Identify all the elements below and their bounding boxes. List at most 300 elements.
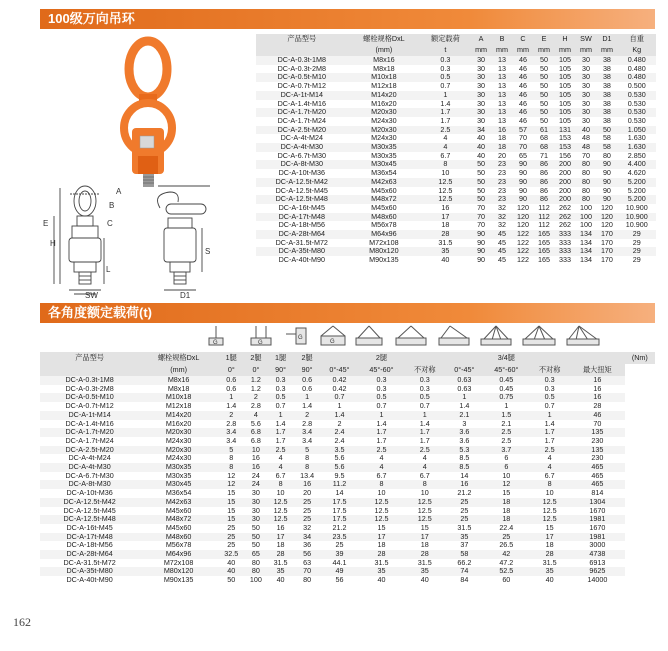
table-cell: 9625 bbox=[589, 566, 606, 576]
table-cell: 50 bbox=[251, 531, 260, 541]
spec-unit-cell: (mm) bbox=[375, 45, 393, 55]
table-cell: 15 bbox=[227, 488, 236, 498]
table-cell: 200 bbox=[558, 168, 571, 178]
table-cell: 70 bbox=[519, 142, 527, 152]
table-cell: 38 bbox=[602, 63, 611, 73]
table-cell: 12 bbox=[227, 479, 236, 489]
table-cell: DC-A-6.7t-M30 bbox=[65, 470, 114, 480]
table-cell: 48 bbox=[581, 142, 590, 152]
table-cell: 2 bbox=[229, 409, 234, 419]
load-header-cell bbox=[320, 352, 358, 364]
table-cell: 46 bbox=[519, 115, 527, 125]
table-cell: 2.850 bbox=[627, 150, 646, 160]
table-cell: 3.4 bbox=[226, 427, 237, 437]
table-cell: 0.530 bbox=[627, 98, 646, 108]
table-cell: 90 bbox=[477, 255, 486, 265]
table-cell: 65 bbox=[251, 549, 260, 559]
table-cell: 18 bbox=[498, 133, 507, 143]
table-cell: 5.6 bbox=[250, 418, 261, 428]
table-cell: 29 bbox=[632, 246, 641, 256]
table-cell: 61 bbox=[539, 124, 548, 134]
table-cell: 2.1 bbox=[501, 418, 512, 428]
table-cell: DC-A-0.3t-1M8 bbox=[277, 55, 326, 64]
table-cell: 12.5 bbox=[273, 496, 288, 506]
table-cell: 105 bbox=[558, 115, 571, 125]
table-cell: 50 bbox=[477, 194, 486, 204]
spec-header-cell: D1 bbox=[602, 34, 612, 44]
table-row bbox=[40, 515, 655, 524]
table-cell: 40 bbox=[420, 575, 429, 585]
table-cell: 90 bbox=[602, 185, 611, 195]
table-cell: M36x54 bbox=[371, 168, 397, 178]
table-cell: 134 bbox=[579, 246, 592, 256]
table-cell: 35 bbox=[276, 566, 285, 576]
table-cell: 1981 bbox=[589, 531, 606, 541]
table-cell: 0.3 bbox=[376, 383, 387, 393]
table-cell: 16 bbox=[498, 124, 507, 134]
load-header-cell: 1腿 bbox=[225, 352, 237, 362]
spec-header-cell: SW bbox=[580, 34, 592, 44]
table-cell: 25 bbox=[460, 496, 469, 506]
table-cell: 1.7 bbox=[440, 115, 451, 125]
table-cell: 0.3 bbox=[419, 375, 430, 384]
table-cell: 4 bbox=[443, 133, 448, 143]
table-cell: 45 bbox=[498, 229, 507, 239]
table-cell: 5.6 bbox=[334, 453, 345, 463]
table-cell: 1 bbox=[443, 89, 448, 99]
table-cell: 35 bbox=[441, 246, 450, 256]
table-cell: 135 bbox=[591, 444, 604, 454]
table-row bbox=[40, 428, 655, 437]
table-cell: 153 bbox=[558, 133, 571, 143]
table-cell: 50 bbox=[251, 522, 260, 532]
table-cell: DC-A-2.5t-M20 bbox=[277, 124, 326, 134]
table-cell: 4.400 bbox=[627, 159, 646, 169]
table-cell: 46 bbox=[519, 63, 527, 73]
table-cell: 30 bbox=[581, 107, 590, 117]
table-cell: 38 bbox=[602, 107, 611, 117]
table-cell: 0.530 bbox=[627, 89, 646, 99]
table-cell: 5.3 bbox=[459, 444, 470, 454]
table-cell: 0.3 bbox=[440, 55, 451, 64]
sling-1leg-0deg-icon bbox=[206, 324, 226, 348]
table-cell: 48 bbox=[581, 133, 590, 143]
table-cell: M56x78 bbox=[165, 540, 192, 550]
table-cell: M30x35 bbox=[165, 462, 192, 472]
table-cell: 0.6 bbox=[226, 375, 237, 384]
spec-unit-cell: mm bbox=[600, 45, 613, 55]
table-cell: 1670 bbox=[589, 522, 606, 532]
table-cell: 50 bbox=[539, 107, 548, 117]
table-cell: M56x78 bbox=[371, 220, 397, 230]
table-cell: 1 bbox=[379, 409, 384, 419]
table-cell: M30x45 bbox=[165, 479, 192, 489]
table-cell: 3000 bbox=[589, 540, 606, 550]
table-cell: 2.5 bbox=[275, 444, 286, 454]
table-cell: 5 bbox=[229, 444, 234, 454]
table-cell: 120 bbox=[600, 202, 613, 212]
table-cell: 0.5 bbox=[275, 392, 286, 402]
table-cell: DC-A-1.4t-M16 bbox=[277, 98, 326, 108]
spec-header-cell: B bbox=[499, 34, 505, 44]
table-cell: 0.7 bbox=[334, 392, 345, 402]
table-cell: 1.7 bbox=[275, 435, 286, 445]
table-cell: 6 bbox=[504, 462, 509, 472]
sling-2leg-45deg-icon bbox=[354, 324, 384, 348]
table-cell: 80 bbox=[581, 168, 590, 178]
table-cell: 122 bbox=[517, 246, 529, 256]
table-cell: 4 bbox=[422, 462, 427, 472]
table-cell: 1 bbox=[337, 401, 342, 411]
table-cell: 2 bbox=[337, 418, 342, 428]
table-cell: 80 bbox=[251, 557, 260, 567]
table-cell: 135 bbox=[591, 427, 604, 437]
table-cell: 1.5 bbox=[501, 409, 512, 419]
table-cell: 30 bbox=[477, 63, 486, 73]
table-cell: DC-A-1.7t-M24 bbox=[65, 435, 114, 445]
table-cell: DC-A-35t-M80 bbox=[66, 566, 113, 576]
svg-text:G: G bbox=[258, 340, 263, 346]
table-cell: 1.630 bbox=[627, 133, 646, 143]
table-cell: 90 bbox=[477, 246, 486, 256]
table-cell: 38 bbox=[602, 115, 611, 125]
table-cell: 50 bbox=[477, 176, 486, 186]
dim-label-e: E bbox=[43, 219, 49, 228]
table-cell: 12.5 bbox=[438, 185, 453, 195]
table-cell: 40 bbox=[276, 575, 285, 585]
table-cell: 12.5 bbox=[542, 496, 557, 506]
table-cell: 15 bbox=[420, 522, 429, 532]
table-cell: 18 bbox=[377, 540, 386, 550]
table-cell: 25 bbox=[303, 505, 312, 515]
spec-unit-cell: mm bbox=[538, 45, 550, 55]
table-cell: 230 bbox=[591, 453, 604, 463]
table-cell: 12.5 bbox=[542, 505, 557, 515]
table-cell: 4738 bbox=[589, 549, 606, 559]
table-cell: 20 bbox=[303, 488, 312, 498]
table-cell: 16 bbox=[593, 383, 602, 393]
table-cell: 1 bbox=[229, 392, 234, 402]
table-cell: M8x16 bbox=[167, 375, 190, 384]
table-cell: 17.5 bbox=[332, 505, 347, 515]
table-cell: 333 bbox=[558, 237, 571, 247]
table-row bbox=[40, 498, 655, 507]
table-cell: M24x30 bbox=[165, 453, 192, 463]
spec-header-row bbox=[256, 34, 656, 45]
table-cell: 25 bbox=[460, 505, 469, 515]
table-cell: 0.6 bbox=[302, 383, 313, 393]
technical-drawing-side bbox=[158, 186, 210, 290]
table-cell: 17 bbox=[420, 531, 429, 541]
dim-label-a: A bbox=[116, 187, 122, 196]
table-cell: 0.7 bbox=[419, 401, 430, 411]
table-cell: 50 bbox=[227, 575, 236, 585]
table-cell: 25 bbox=[227, 531, 236, 541]
table-cell: DC-A-17t-M48 bbox=[66, 531, 113, 541]
table-cell: 58 bbox=[602, 142, 611, 152]
sling-2leg-90deg-icon bbox=[318, 324, 348, 348]
spec-header-cell: E bbox=[541, 34, 547, 44]
table-cell: 8 bbox=[379, 479, 384, 489]
table-cell: 3 bbox=[462, 418, 467, 428]
table-cell: 38 bbox=[602, 89, 611, 99]
spec-header-cell: 额定载荷 bbox=[431, 34, 460, 44]
table-cell: 30 bbox=[251, 488, 260, 498]
table-cell: 50 bbox=[539, 115, 548, 125]
table-cell: DC-A-1t-M14 bbox=[280, 89, 323, 99]
spec-header-cell: C bbox=[520, 34, 526, 44]
table-cell: 134 bbox=[579, 229, 592, 239]
load-header-cell: 2腿 bbox=[250, 352, 262, 362]
dim-label-l: L bbox=[106, 265, 111, 274]
table-cell: 12.5 bbox=[417, 496, 432, 506]
table-cell: 25 bbox=[335, 540, 344, 550]
table-cell: 25 bbox=[303, 514, 312, 524]
table-cell: 0.3 bbox=[440, 63, 451, 73]
table-cell: DC-A-4t-M24 bbox=[280, 133, 323, 143]
table-cell: 50 bbox=[539, 72, 548, 82]
table-cell: 4.620 bbox=[627, 168, 646, 178]
svg-text:G: G bbox=[330, 339, 335, 345]
table-cell: DC-A-12.5t-M45 bbox=[63, 505, 116, 515]
spec-unit-cell: mm bbox=[496, 45, 509, 55]
table-cell: DC-A-2.5t-M20 bbox=[65, 444, 114, 454]
table-cell: M16x20 bbox=[165, 418, 192, 428]
table-cell: 30 bbox=[581, 89, 590, 99]
table-cell: 37 bbox=[460, 540, 469, 550]
table-cell: 50 bbox=[539, 81, 548, 91]
table-cell: 2.1 bbox=[459, 409, 470, 419]
table-cell: 1 bbox=[504, 401, 509, 411]
table-row bbox=[40, 567, 655, 576]
table-cell: DC-A-10t-M36 bbox=[278, 168, 325, 178]
table-cell: 30 bbox=[581, 115, 590, 125]
table-cell: M64x96 bbox=[165, 549, 192, 559]
table-cell: 58 bbox=[602, 133, 611, 143]
table-cell: 105 bbox=[558, 81, 571, 91]
table-cell: 86 bbox=[539, 185, 548, 195]
table-cell: 1.4 bbox=[334, 409, 345, 419]
table-cell: 39 bbox=[335, 549, 344, 559]
table-cell: 10 bbox=[377, 488, 386, 498]
table-cell: DC-A-18t-M56 bbox=[66, 540, 113, 550]
product-illustration bbox=[40, 36, 255, 298]
table-cell: 45 bbox=[498, 237, 507, 247]
table-cell: M36x54 bbox=[165, 488, 192, 498]
table-cell: 13 bbox=[498, 89, 507, 99]
table-cell: 25 bbox=[502, 531, 511, 541]
table-cell: 105 bbox=[558, 72, 571, 82]
table-cell: 18 bbox=[498, 142, 507, 152]
table-cell: 134 bbox=[579, 237, 592, 247]
table-cell: 12.5 bbox=[417, 514, 432, 524]
table-cell: 46 bbox=[519, 55, 527, 64]
svg-text:G: G bbox=[298, 335, 303, 341]
table-cell: 90 bbox=[602, 168, 611, 178]
table-cell: 3.7 bbox=[501, 444, 512, 454]
table-cell: 90 bbox=[602, 159, 611, 169]
table-cell: M80x120 bbox=[163, 566, 194, 576]
table-cell: 1.7 bbox=[419, 427, 430, 437]
table-cell: 86 bbox=[539, 168, 548, 178]
table-cell: 6.8 bbox=[250, 427, 261, 437]
dim-label-b: B bbox=[109, 201, 115, 210]
table-cell: 0.6 bbox=[226, 383, 237, 393]
table-cell: 25 bbox=[227, 522, 236, 532]
table-cell: 70 bbox=[477, 211, 486, 221]
table-cell: 16 bbox=[251, 453, 260, 463]
table-cell: DC-A-8t-M30 bbox=[280, 159, 323, 169]
table-cell: 8 bbox=[547, 479, 552, 489]
table-cell: 70 bbox=[303, 566, 312, 576]
table-cell: 100 bbox=[579, 202, 592, 212]
table-cell: M16x20 bbox=[371, 98, 397, 108]
table-cell: 10 bbox=[441, 168, 450, 178]
table-cell: 16 bbox=[251, 462, 260, 472]
table-cell: 15 bbox=[377, 522, 386, 532]
table-cell: 18 bbox=[502, 505, 511, 515]
table-cell: 17.5 bbox=[332, 496, 347, 506]
table-cell: 0.42 bbox=[332, 383, 347, 393]
table-cell: M45x60 bbox=[165, 505, 192, 515]
load-header-cell bbox=[570, 352, 625, 364]
table-cell: 20 bbox=[498, 150, 507, 160]
load-subheader-cell: 不对称 bbox=[414, 364, 436, 374]
table-cell: 1.4 bbox=[440, 98, 451, 108]
table-row bbox=[256, 256, 656, 265]
table-cell: 2.5 bbox=[440, 124, 451, 134]
table-cell: 40 bbox=[441, 255, 450, 265]
table-cell: 4 bbox=[379, 462, 384, 472]
table-cell: 170 bbox=[600, 255, 613, 265]
table-cell: M64x96 bbox=[371, 229, 397, 239]
table-cell: 31.5 bbox=[273, 557, 288, 567]
table-cell: 68 bbox=[539, 142, 548, 152]
swivel-eyebolt-image bbox=[40, 36, 255, 298]
table-cell: 120 bbox=[517, 220, 529, 230]
table-cell: 50 bbox=[539, 98, 548, 108]
table-cell: 30 bbox=[477, 72, 486, 82]
table-cell: 86 bbox=[539, 176, 548, 186]
table-cell: M30x35 bbox=[371, 142, 397, 152]
table-cell: 12.5 bbox=[438, 194, 453, 204]
table-cell: DC-A-0.5t-M10 bbox=[65, 392, 114, 402]
table-cell: 1 bbox=[422, 409, 427, 419]
load-subheader-cell: (mm) bbox=[170, 364, 187, 374]
table-cell: 1.7 bbox=[544, 435, 555, 445]
table-cell: 262 bbox=[558, 202, 571, 212]
table-cell: DC-A-0.3t-1M8 bbox=[65, 375, 114, 384]
table-cell: 0.7 bbox=[275, 401, 286, 411]
table-cell: 17 bbox=[545, 531, 554, 541]
table-cell: 18 bbox=[502, 514, 511, 524]
table-cell: M14x20 bbox=[371, 89, 397, 99]
table-cell: 1.7 bbox=[376, 427, 387, 437]
section-title-swivel-eyebolt bbox=[40, 9, 655, 29]
table-row bbox=[40, 507, 655, 516]
table-row bbox=[40, 480, 655, 489]
table-cell: 50 bbox=[251, 540, 260, 550]
table-cell: 17.5 bbox=[332, 514, 347, 524]
table-cell: 1.2 bbox=[250, 383, 261, 393]
table-cell: 23 bbox=[498, 168, 507, 178]
load-header-cell: 2腿 bbox=[301, 352, 313, 362]
table-cell: 46 bbox=[519, 89, 527, 99]
table-cell: 36 bbox=[303, 540, 312, 550]
table-cell: 1.4 bbox=[275, 418, 286, 428]
table-cell: 15 bbox=[227, 514, 236, 524]
table-cell: 100 bbox=[579, 220, 592, 230]
load-subheader-cell: 0°-45° bbox=[329, 364, 350, 374]
table-cell: M24x30 bbox=[371, 115, 397, 125]
table-cell: DC-A-10t-M36 bbox=[66, 488, 113, 498]
table-cell: 18 bbox=[441, 220, 450, 230]
table-cell: 22.4 bbox=[499, 522, 514, 532]
table-cell: 1.2 bbox=[250, 375, 261, 384]
load-subheader-cell: 最大扭矩 bbox=[582, 364, 612, 374]
table-cell: 46 bbox=[593, 409, 602, 419]
table-cell: DC-A-40t-M90 bbox=[278, 255, 325, 265]
table-cell: 0.3 bbox=[275, 383, 286, 393]
table-cell: 8 bbox=[278, 479, 283, 489]
table-cell: 58 bbox=[460, 549, 469, 559]
table-cell: 13 bbox=[498, 115, 507, 125]
table-cell: 14 bbox=[460, 470, 469, 480]
table-cell: 13 bbox=[498, 107, 507, 117]
table-cell: M8x18 bbox=[167, 383, 190, 393]
table-cell: 5.200 bbox=[627, 194, 646, 204]
table-cell: 1.4 bbox=[302, 401, 313, 411]
table-row bbox=[40, 541, 655, 550]
load-header-cell bbox=[445, 352, 483, 364]
table-cell: 0.3 bbox=[544, 375, 555, 384]
table-cell: 262 bbox=[558, 220, 571, 230]
table-cell: 80 bbox=[581, 185, 590, 195]
table-cell: 131 bbox=[558, 124, 571, 134]
table-cell: M90x135 bbox=[163, 575, 194, 585]
table-cell: 30 bbox=[581, 63, 590, 73]
table-cell: 30 bbox=[581, 81, 590, 91]
table-row bbox=[40, 385, 655, 394]
table-cell: 465 bbox=[591, 479, 604, 489]
table-cell: 3.6 bbox=[459, 427, 470, 437]
table-cell: 156 bbox=[558, 150, 571, 160]
table-cell: 28 bbox=[276, 549, 285, 559]
table-cell: 13 bbox=[498, 63, 507, 73]
table-cell: 14 bbox=[335, 488, 344, 498]
table-cell: 4 bbox=[278, 462, 283, 472]
table-cell: 1 bbox=[278, 409, 283, 419]
table-cell: 70 bbox=[593, 418, 602, 428]
spec-unit-cell: t bbox=[444, 45, 447, 55]
table-cell: 5 bbox=[305, 444, 310, 454]
table-cell: 30 bbox=[581, 55, 590, 64]
table-cell: 60 bbox=[502, 575, 511, 585]
table-cell: 0.7 bbox=[376, 401, 387, 411]
table-cell: 50 bbox=[477, 185, 486, 195]
table-cell: 16 bbox=[593, 392, 602, 402]
table-cell: 84 bbox=[460, 575, 469, 585]
sling-1leg-90deg-icon bbox=[284, 324, 308, 348]
table-cell: 5.6 bbox=[334, 462, 345, 472]
table-row bbox=[40, 489, 655, 498]
table-row bbox=[40, 411, 655, 420]
table-cell: 17 bbox=[441, 211, 450, 221]
table-cell: 31.5 bbox=[457, 522, 472, 532]
dim-label-s: S bbox=[205, 247, 211, 256]
table-cell: 56 bbox=[303, 549, 312, 559]
table-cell: 200 bbox=[558, 176, 571, 186]
